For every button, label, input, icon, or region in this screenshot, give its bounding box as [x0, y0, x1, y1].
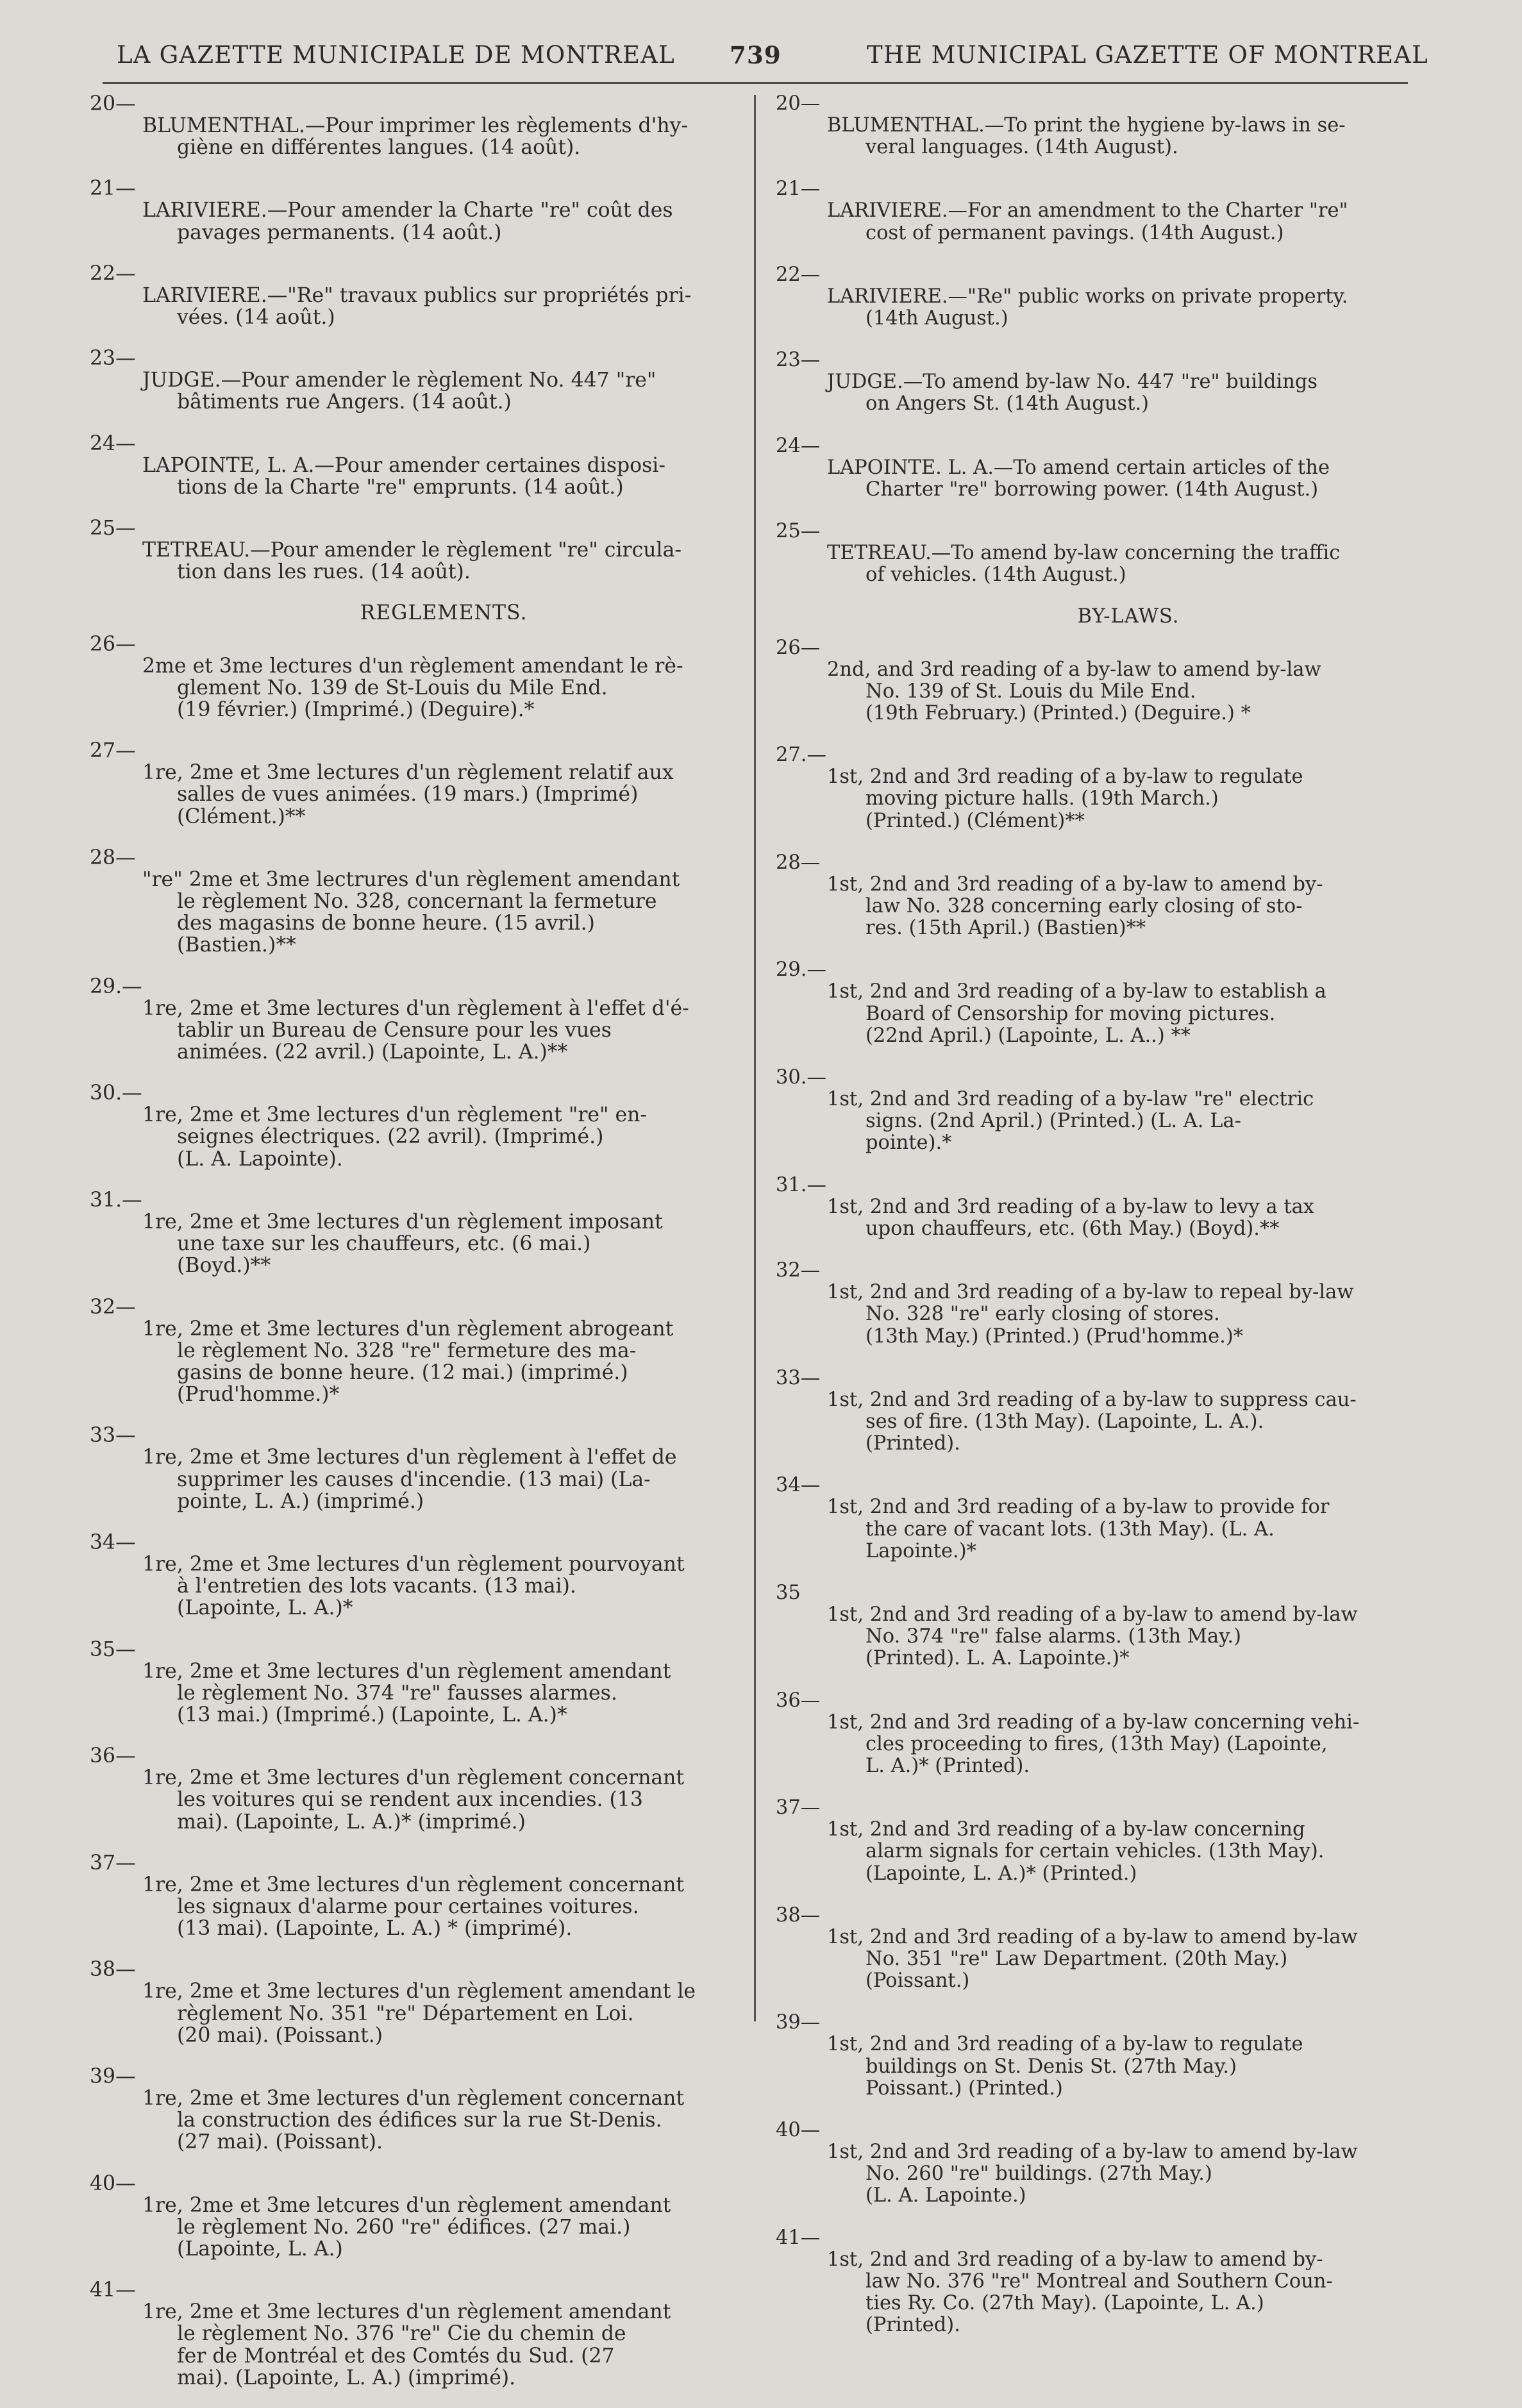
entry-line: tion dans les rues. (14 août). — [177, 560, 471, 584]
entry-number: 37— — [776, 1796, 821, 1819]
french-column — [90, 93, 745, 2408]
entry-number: 31.— — [776, 1173, 827, 1196]
entry-line: 1st, 2nd and 3rd reading of a by-law to regulate — [827, 2033, 1303, 2056]
entry-line: signs. (2nd April.) (Printed.) (L. A. La- — [866, 1110, 1241, 1133]
entry-line: vées. (14 août.) — [177, 306, 335, 330]
motion-entry — [90, 2173, 745, 2261]
entry-line: mai). (Lapointe, L. A.) (imprimé). — [177, 2366, 516, 2389]
header-title-english: THE MUNICIPAL GAZETTE OF MONTREAL — [867, 41, 1428, 69]
entry-line: 1st, 2nd and 3rd reading of a by-law to amend by- — [827, 873, 1323, 896]
entry-number: 29.— — [90, 974, 142, 998]
motion-entry — [90, 347, 745, 413]
motion-entry — [90, 2279, 745, 2389]
entry-line: (Printed). — [866, 2314, 960, 2337]
motion-entry — [90, 1425, 745, 1512]
entry-line: LARIVIERE.—Pour amender la Charte "re" coût des — [142, 199, 673, 222]
entry-line: la construction des édifices sur la rue St-Denis. — [177, 2109, 662, 2132]
motion-entry — [90, 93, 745, 158]
entry-line: "re" 2me et 3me lectrures d'un règlement amendant — [142, 867, 680, 891]
entry-line: 1st, 2nd and 3rd reading of a by-law to suppress cau- — [827, 1388, 1357, 1411]
entry-line: (13 mai). (Lapointe, L. A.) * (imprimé). — [177, 1917, 573, 1941]
entry-line: mai). (Lapointe, L. A.)* (imprimé.) — [177, 1810, 526, 1834]
motion-entry — [776, 744, 1430, 832]
motion-entry — [776, 521, 1430, 586]
entry-number: 29.— — [776, 958, 827, 982]
entry-number: 25— — [90, 517, 136, 540]
entry-line: L. A.)* (Printed). — [866, 1754, 1030, 1777]
entry-line: (14th August.) — [866, 307, 1008, 330]
entry-number: 31.— — [90, 1188, 142, 1212]
motion-entry — [90, 178, 745, 243]
entry-number: 28— — [776, 851, 821, 874]
entry-line: moving picture halls. (19th March.) — [866, 787, 1219, 810]
motion-entry — [90, 1959, 745, 2046]
entry-line: 1re, 2me et 3me letcures d'un règlement amendant — [142, 2193, 671, 2217]
entry-number: 36— — [90, 1744, 136, 1768]
motion-entry — [776, 1690, 1430, 1778]
entry-number: 27— — [90, 739, 136, 763]
entry-number: 30.— — [90, 1082, 142, 1105]
entry-line: cles proceeding to fires, (13th May) (Lapointe, — [866, 1732, 1328, 1755]
entry-line: LARIVIERE.—"Re" public works on private property. — [827, 285, 1348, 308]
entry-line: JUDGE.—Pour amender le règlement No. 447 "re" — [142, 369, 656, 392]
entry-number: 27.— — [776, 744, 827, 767]
entry-number: 36— — [776, 1689, 821, 1712]
motion-entry — [776, 852, 1430, 940]
entry-line: 1st, 2nd and 3rd reading of a by-law "re" electric — [827, 1088, 1314, 1111]
entry-number: 24— — [776, 434, 821, 457]
motion-entry — [776, 1175, 1430, 1240]
entry-number: 26— — [90, 632, 136, 656]
entry-line: No. 328 "re" early closing of stores. — [866, 1303, 1220, 1326]
entry-number: 39— — [776, 2011, 821, 2034]
entry-line: (Bastien.)** — [177, 933, 296, 957]
entry-line: No. 374 "re" false alarms. (13th May.) — [866, 1625, 1241, 1648]
entry-line: le règlement No. 260 "re" édifices. (27 mai.) — [177, 2215, 631, 2239]
entry-number: 22— — [90, 262, 136, 285]
motion-entry — [90, 740, 745, 828]
entry-line: (Lapointe, L. A.)* — [177, 1596, 353, 1620]
entry-line: fer de Montréal et des Comtés du Sud. (27 — [177, 2344, 615, 2368]
motion-entry — [90, 1532, 745, 1619]
motion-entry — [776, 1260, 1430, 1348]
entry-line: 1st, 2nd and 3rd reading of a by-law to amend by-law — [827, 1925, 1358, 1948]
entry-line: 1re, 2me et 3me lectures d'un règlement imposant — [142, 1210, 663, 1233]
motion-entry — [776, 1582, 1430, 1670]
entry-line: 1re, 2me et 3me lectures d'un règlement à l'effet de — [142, 1446, 677, 1469]
entry-line: (13 mai.) (Imprimé.) (Lapointe, L. A.)* — [177, 1703, 567, 1727]
page-number: 739 — [730, 41, 782, 69]
motion-entry — [776, 264, 1430, 330]
entry-line: (Poissant.) — [866, 1969, 970, 1993]
entry-number: 37— — [90, 1851, 136, 1875]
entry-line: 1re, 2me et 3me lectures d'un règlement concernant — [142, 2086, 685, 2110]
entry-line: les signaux d'alarme pour certaines voitures. — [177, 1894, 639, 1918]
entry-line: LARIVIERE.—"Re" travaux publics sur propriétés pri- — [142, 283, 692, 307]
motion-entry — [90, 1745, 745, 1833]
entry-line: (27 mai). (Poissant). — [177, 2130, 383, 2154]
entry-line: le règlement No. 374 "re" fausses alarmes. — [177, 1681, 617, 1705]
entry-line: TETREAU.—Pour amender le règlement "re" circula- — [142, 539, 682, 562]
motion-entry — [776, 1797, 1430, 1885]
motion-entry — [776, 93, 1430, 158]
entry-line: Board of Censorship for moving pictures. — [866, 1002, 1276, 1025]
entry-line: 1st, 2nd and 3rd reading of a by-law to regulate — [827, 765, 1303, 789]
entry-number: 20— — [776, 92, 821, 115]
entry-line: 1re, 2me et 3me lectures d'un règlement concernant — [142, 1873, 685, 1896]
entry-line: 2nd, and 3rd reading of a by-law to amend by-law — [827, 658, 1321, 681]
entry-line: (L. A. Lapointe.) — [866, 2184, 1026, 2207]
entry-line: pavages permanents. (14 août.) — [177, 221, 502, 244]
entry-line: (Lapointe, L. A.) — [177, 2237, 343, 2261]
motion-entry — [776, 2012, 1430, 2100]
entry-line: 1st, 2nd and 3rd reading of a by-law to levy a tax — [827, 1195, 1314, 1218]
entry-line: (Clément.)** — [177, 805, 306, 828]
entry-line: LAPOINTE. L. A.—To amend certain articles of the — [827, 456, 1330, 479]
entry-line: 1st, 2nd and 3rd reading of a by-law to establish a — [827, 980, 1326, 1003]
entry-number: 38— — [90, 1958, 136, 1982]
entry-line: BLUMENTHAL.—Pour imprimer les règlements d'hy- — [142, 114, 689, 137]
motion-entry — [90, 263, 745, 328]
motion-entry — [776, 637, 1430, 725]
entry-line: pointe, L. A.) (imprimé.) — [177, 1489, 424, 1513]
entry-line: law No. 328 concerning early closing of sto- — [866, 895, 1303, 918]
entry-line: 1re, 2me et 3me lectures d'un règlement amendant — [142, 1659, 671, 1683]
entry-line: des magasins de bonne heure. (15 avril.) — [177, 912, 595, 935]
entry-line: upon chauffeurs, etc. (6th May.) (Boyd).** — [866, 1217, 1280, 1240]
header-title-french: LA GAZETTE MUNICIPALE DE MONTREAL — [117, 41, 675, 69]
entry-line: pointe).* — [866, 1132, 952, 1155]
section-title: REGLEMENTS. — [360, 601, 528, 625]
entry-line: tablir un Bureau de Censure pour les vues — [177, 1018, 612, 1042]
entry-line: à l'entretien des lots vacants. (13 mai). — [177, 1575, 576, 1598]
entry-line: (Printed). — [866, 1432, 960, 1455]
entry-line: 1re, 2me et 3me lectures d'un règlement amendant — [142, 2300, 671, 2324]
entry-number: 28— — [90, 846, 136, 869]
entry-line: seignes électriques. (22 avril). (Imprimé.) — [177, 1125, 604, 1149]
entry-number: 35 — [776, 1581, 801, 1604]
motion-entry — [90, 1082, 745, 1170]
entry-line: LAPOINTE, L. A.—Pour amender certaines disposi- — [142, 453, 666, 477]
entry-line: of vehicles. (14th August.) — [866, 564, 1126, 587]
motion-entry — [90, 1296, 745, 1406]
english-column — [776, 93, 1430, 2356]
entry-line: 1st, 2nd and 3rd reading of a by-law to repeal by-law — [827, 1281, 1354, 1304]
entry-line: No. 351 "re" Law Department. (20th May.) — [866, 1947, 1288, 1970]
entry-line: règlement No. 351 "re" Département en Loi. — [177, 2002, 634, 2025]
entry-line: BLUMENTHAL.—To print the hygiene by-laws in se- — [827, 114, 1346, 137]
entry-line: (L. A. Lapointe). — [177, 1147, 343, 1171]
entry-line: Charter "re" borrowing power. (14th August.) — [866, 478, 1319, 501]
entry-number: 34— — [776, 1474, 821, 1497]
entry-line: TETREAU.—To amend by-law concerning the traffic — [827, 542, 1341, 565]
entry-line: LARIVIERE.—For an amendment to the Charter "re" — [827, 199, 1348, 222]
entry-line: 1st, 2nd and 3rd reading of a by-law concerning vehi- — [827, 1710, 1360, 1734]
motion-entry — [90, 1852, 745, 1940]
entry-number: 23— — [776, 349, 821, 372]
entry-line: cost of permanent pavings. (14th August.) — [866, 221, 1284, 244]
entry-line: 1re, 2me et 3me lectures d'un règlement "re" en- — [142, 1103, 648, 1127]
entry-line: 1st, 2nd and 3rd reading of a by-law concerning — [827, 1818, 1305, 1841]
entry-number: 25— — [776, 520, 821, 543]
entry-line: law No. 376 "re" Montreal and Southern Coun- — [866, 2270, 1333, 2293]
entry-line: 1re, 2me et 3me lectures d'un règlement relatif aux — [142, 761, 674, 785]
entry-line: gasins de bonne heure. (12 mai.) (imprimé.) — [177, 1360, 628, 1384]
entry-line: le règlement No. 328, concernant la fermeture — [177, 890, 657, 914]
section-title: BY-LAWS. — [1077, 605, 1180, 628]
entry-number: 40— — [776, 2118, 821, 2141]
entry-line: No. 139 of St. Louis du Mile End. — [866, 680, 1196, 703]
entry-line: (Lapointe, L. A.)* (Printed.) — [866, 1862, 1137, 1885]
entry-line: alarm signals for certain vehicles. (13th May). — [866, 1840, 1325, 1863]
entry-number: 32— — [776, 1259, 821, 1282]
motion-entry — [90, 2066, 745, 2153]
motion-entry — [90, 433, 745, 498]
entry-line: (Printed.) (Clément)** — [866, 809, 1085, 832]
entry-line: on Angers St. (14th August.) — [866, 392, 1150, 415]
entry-line: salles de vues animées. (19 mars.) (Imprimé) — [177, 783, 639, 807]
entry-line: the care of vacant lots. (13th May). (L. A. — [866, 1518, 1275, 1541]
entry-line: animées. (22 avril.) (Lapointe, L. A.)** — [177, 1041, 568, 1064]
entry-line: une taxe sur les chauffeurs, etc. (6 mai.) — [177, 1232, 591, 1256]
entry-line: glement No. 139 de St-Louis du Mile End. — [177, 676, 608, 699]
motion-entry — [90, 1189, 745, 1277]
entry-line: giène en différentes langues. (14 août). — [177, 136, 581, 160]
entry-line: (Prud'homme.)* — [177, 1383, 340, 1407]
entry-line: 1st, 2nd and 3rd reading of a by-law to amend by-law — [827, 2140, 1358, 2163]
motion-entry — [776, 1475, 1430, 1562]
motion-entry — [776, 1367, 1430, 1455]
motion-entry — [776, 2120, 1430, 2207]
entry-line: res. (15th April.) (Bastien)** — [866, 917, 1146, 940]
entry-line: tions de la Charte "re" emprunts. (14 août.) — [177, 475, 624, 499]
entry-number: 26— — [776, 636, 821, 659]
entry-line: supprimer les causes d'incendie. (13 mai) (La- — [177, 1467, 651, 1491]
entry-number: 41— — [776, 2226, 821, 2249]
entry-line: ses of fire. (13th May). (Lapointe, L. A.). — [866, 1410, 1264, 1433]
motion-entry — [90, 1639, 745, 1727]
entry-line: 2me et 3me lectures d'un règlement amendant le rè- — [142, 654, 683, 678]
entry-line: le règlement No. 376 "re" Cie du chemin de — [177, 2322, 626, 2346]
entry-line: 1re, 2me et 3me lectures d'un règlement concernant — [142, 1766, 685, 1790]
entry-number: 40— — [90, 2171, 136, 2195]
motion-entry — [90, 847, 745, 957]
entry-line: buildings on St. Denis St. (27th May.) — [866, 2055, 1237, 2078]
motion-entry — [776, 435, 1430, 501]
motion-entry — [776, 959, 1430, 1047]
entry-number: 21— — [90, 177, 136, 201]
entry-line: le règlement No. 328 "re" fermeture des ma- — [177, 1339, 637, 1362]
motion-entry — [776, 1067, 1430, 1155]
entry-line: (Boyd.)** — [177, 1254, 271, 1278]
motion-entry — [776, 178, 1430, 244]
entry-line: 1re, 2me et 3me lectures d'un règlement à l'effet d'é- — [142, 996, 689, 1020]
entry-number: 23— — [90, 347, 136, 371]
entry-number: 33— — [776, 1366, 821, 1389]
entry-line: (20 mai). (Poissant.) — [177, 2023, 383, 2047]
motion-entry — [90, 976, 745, 1064]
entry-number: 22— — [776, 263, 821, 286]
entry-number: 38— — [776, 1903, 821, 1927]
motion-entry — [90, 633, 745, 721]
entry-number: 32— — [90, 1295, 136, 1319]
entry-number: 24— — [90, 431, 136, 455]
entry-line: No. 260 "re" buildings. (27th May.) — [866, 2162, 1212, 2186]
header-rule — [103, 82, 1408, 84]
motion-entry — [776, 2227, 1430, 2337]
entry-number: 20— — [90, 92, 136, 115]
entry-line: 1re, 2me et 3me lectures d'un règlement amendant le — [142, 1980, 696, 2003]
entry-line: Poissant.) (Printed.) — [866, 2077, 1063, 2100]
entry-line: ties Ry. Co. (27th May). (Lapointe, L. A.) — [866, 2291, 1264, 2314]
entry-line: (22nd April.) (Lapointe, L. A..) ** — [866, 1024, 1191, 1047]
entry-line: les voitures qui se rendent aux incendies. (13 — [177, 1788, 643, 1812]
entry-line: 1st, 2nd and 3rd reading of a by-law to amend by-law — [827, 1603, 1358, 1626]
motion-entry — [90, 517, 745, 583]
motion-entry — [776, 349, 1430, 415]
column-divider — [754, 95, 756, 2021]
entry-line: (Printed). L. A. Lapointe.)* — [866, 1647, 1130, 1670]
entry-line: 1re, 2me et 3me lectures d'un règlement pourvoyant — [142, 1552, 685, 1576]
motion-entry — [776, 1905, 1430, 1993]
entry-line: 1re, 2me et 3me lectures d'un règlement abrogeant — [142, 1317, 674, 1341]
entry-number: 41— — [90, 2278, 136, 2302]
entry-line: 1st, 2nd and 3rd reading of a by-law to amend by- — [827, 2248, 1323, 2271]
entry-number: 33— — [90, 1424, 136, 1448]
entry-number: 30.— — [776, 1066, 827, 1089]
entry-line: (19th February.) (Printed.) (Deguire.) * — [866, 702, 1251, 725]
entry-line: JUDGE.—To amend by-law No. 447 "re" buildings — [827, 371, 1318, 394]
entry-line: veral languages. (14th August). — [866, 136, 1178, 159]
entry-number: 39— — [90, 2064, 136, 2088]
entry-number: 35— — [90, 1637, 136, 1661]
entry-line: (13th May.) (Printed.) (Prud'homme.)* — [866, 1325, 1244, 1348]
entry-number: 34— — [90, 1530, 136, 1554]
entry-line: bâtiments rue Angers. (14 août.) — [177, 390, 512, 414]
entry-number: 21— — [776, 178, 821, 201]
entry-line: (19 février.) (Imprimé.) (Deguire).* — [177, 698, 535, 722]
entry-line: 1st, 2nd and 3rd reading of a by-law to provide for — [827, 1496, 1330, 1519]
entry-line: Lapointe.)* — [866, 1539, 976, 1562]
